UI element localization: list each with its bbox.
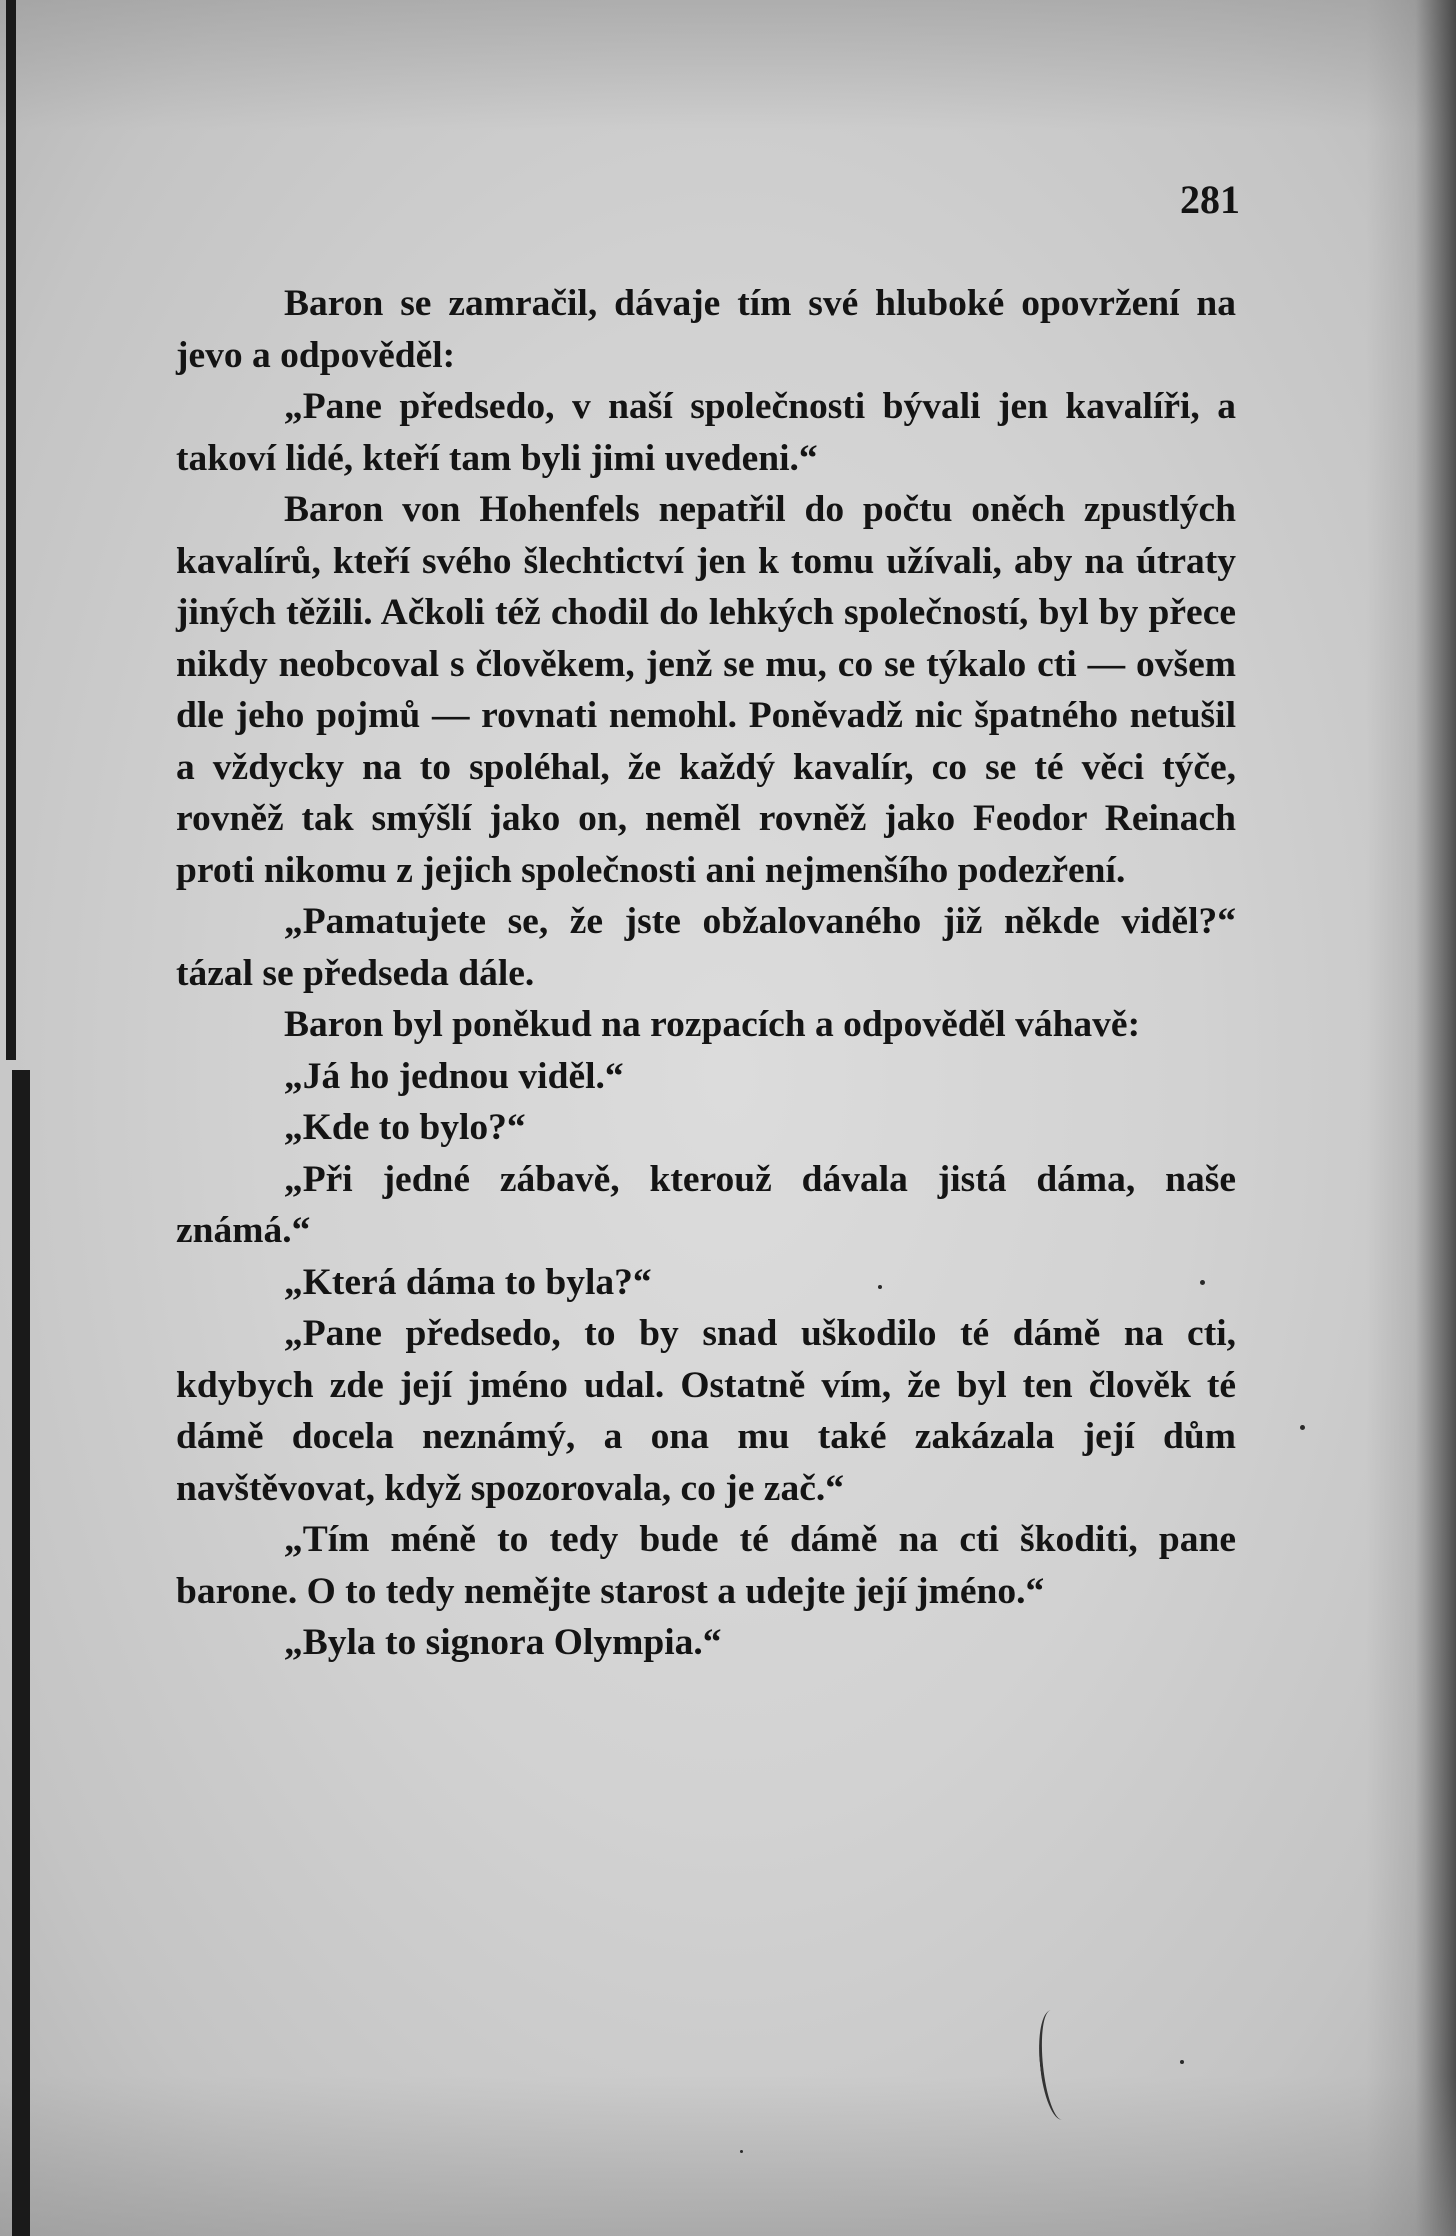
binding-edge-lower [12, 1070, 30, 2236]
paragraph: „Pane předsedo, to by snad uškodilo té dámě na cti, kdybych zde její jméno udal. Ostatně vím, že byl ten člověk té dámě docela neznámý, a ona mu také zakázala její dům navštěvovat, když spozorovala, co je zač.“ [176, 1313, 1236, 1509]
paragraph: Baron se zamračil, dávaje tím své hluboké opovržení na jevo a odpověděl: [176, 283, 1236, 376]
paragraph: Baron von Hohenfels nepatřil do počtu oněch zpustlých kavalírů, kteří svého šlechtictví jen k tomu užívali, aby na útraty jiných těžili. Ačkoli též chodil do lehkých společností, byl by přece nikdy neobcoval s člověkem, jenž se mu, co se týkalo cti — ovšem dle jeho pojmů — rovnati nemohl. Poněvadž nic špatného netušil a vždycky na to spoléhal, že každý kavalír, co se té věci týče, rovněž tak smýšlí jako on, neměl rovněž jako Feodor Reinach proti nikomu z jejich společnosti ani nejmenšího podezření. [176, 489, 1236, 891]
page-shadow-top [0, 0, 1456, 130]
paragraph: „Pamatujete se, že jste obžalovaného již někde viděl?“ tázal se předseda dále. [176, 901, 1236, 994]
paragraph: „Tím méně to tedy bude té dámě na cti škoditi, pane barone. O to tedy nemějte starost a udejte její jméno.“ [176, 1519, 1236, 1612]
binding-edge-upper [6, 0, 16, 1060]
paragraph: „Pane předsedo, v naší společnosti bývali jen kavalíři, a takoví lidé, kteří tam byli jimi uvedeni.“ [176, 386, 1236, 479]
page-number: 281 [1180, 177, 1240, 222]
paragraph: Baron byl poněkud na rozpacích a odpověděl váhavě: [284, 1004, 1141, 1045]
paragraph: „Kde to bylo?“ [284, 1107, 526, 1148]
page-shadow-bottom [0, 2076, 1456, 2236]
page-shadow-right [1366, 0, 1456, 2236]
dust-speck [740, 2150, 743, 2153]
paragraph: „Byla to signora Olympia.“ [284, 1622, 722, 1663]
dust-speck [1300, 1425, 1305, 1430]
dust-speck [1180, 2060, 1184, 2064]
paragraph: „Já ho jednou viděl.“ [284, 1055, 624, 1097]
paragraph: „Při jedné zábavě, kterouž dávala jistá dáma, naše známá.“ [176, 1158, 1236, 1251]
paragraph: „Která dáma to byla?“ [284, 1261, 652, 1303]
body-text [176, 278, 1236, 1669]
